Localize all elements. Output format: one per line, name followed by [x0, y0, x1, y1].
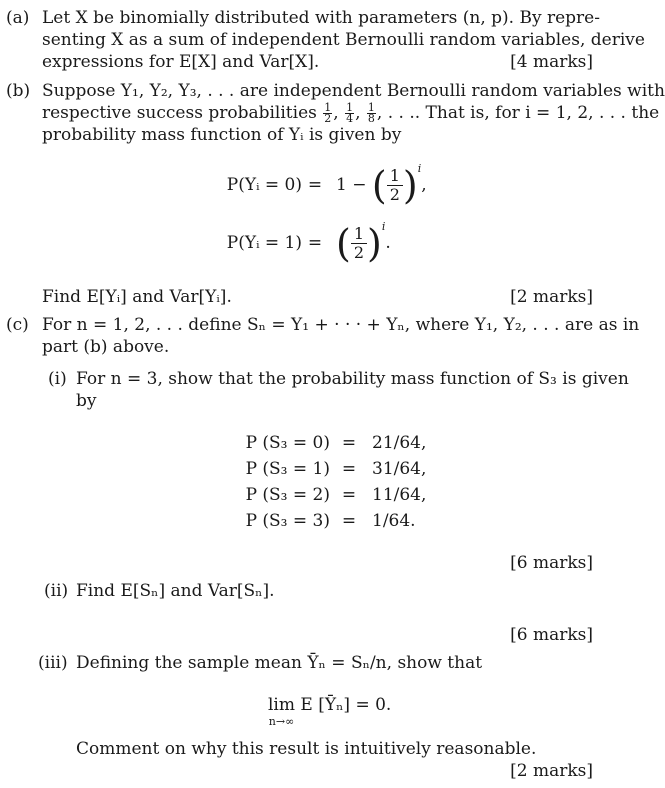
part-c-iii-marks: [2 marks]: [510, 761, 593, 781]
eq1-lhs: P(Yᵢ = 0): [226, 175, 302, 195]
pmf-lhs-2: P (S₃ = 2): [245, 485, 330, 505]
pmf-sign-1: =: [341, 459, 357, 479]
part-a-marks: [4 marks]: [510, 52, 593, 72]
part-b-marks: [2 marks]: [510, 287, 593, 307]
pmf-lhs-1: P (S₃ = 1): [245, 459, 330, 479]
part-a-line-1: Let X be binomially distributed with parameters (n, p). By repre-: [42, 8, 600, 28]
part-c-iii-label: (iii): [38, 653, 68, 673]
pmf-rhs-0: 21/64,: [372, 433, 427, 453]
part-b-line-2-pre: respective success probabilities: [42, 103, 317, 123]
pmf-rhs-2: 11/64,: [372, 485, 427, 505]
part-c-i-line-2: by: [76, 391, 97, 411]
pmf-lhs-3: P (S₃ = 3): [245, 511, 330, 531]
part-c-ii-label: (ii): [44, 581, 69, 601]
part-a-label: (a): [6, 8, 30, 28]
part-b-line-2-post: , . . .. That is, for i = 1, 2, . . . the: [376, 103, 660, 123]
part-c-i-marks: [6 marks]: [510, 553, 593, 573]
part-a-line-3: expressions for E[X] and Var[X].: [42, 52, 320, 72]
limit-expr: E [Ȳₙ] = 0.: [300, 695, 392, 715]
part-c-ii-marks: [6 marks]: [510, 625, 593, 645]
part-b-line-3: probability mass function of Yᵢ is given by: [42, 125, 402, 145]
part-b-line-2: respective success probabilities $\frac{1}{2}$ , $\frac{1}{4}$ , $\frac{1}{8}$ , . . .. That is, for i = 1, 2, . . . the: [42, 101, 660, 125]
pmf-lhs-0: P (S₃ = 0): [245, 433, 330, 453]
limit-expression: [268, 694, 391, 728]
eq2-half: $\frac{1}{2}$: [351, 225, 367, 262]
part-b-line-1: Suppose Y₁, Y₂, Y₃, . . . are independent Bernoulli random variables with: [42, 81, 665, 101]
part-c-i-label: (i): [48, 369, 67, 389]
eq2-lhs: P(Yᵢ = 1): [226, 233, 302, 253]
pmf-sign-0: =: [341, 433, 357, 453]
part-c-iii-comment: Comment on why this result is intuitively reasonable.: [76, 739, 537, 759]
part-c-label: (c): [6, 315, 29, 335]
pmf-rhs-1: 31/64,: [372, 459, 427, 479]
part-c-ii-text: Find E[Sₙ] and Var[Sₙ].: [76, 581, 275, 601]
eq1-rhs-pre: 1 −: [336, 175, 367, 195]
eq2-end: .: [385, 233, 391, 253]
prob-quarter: $\frac{1}{4}$: [346, 101, 354, 125]
prob-half: $\frac{1}{2}$: [324, 101, 332, 125]
eq1-half: $\frac{1}{2}$: [387, 167, 403, 204]
eq2-sign: =: [307, 233, 323, 253]
part-a-line-2: senting X as a sum of independent Bernoulli random variables, derive: [42, 30, 645, 50]
part-c-i-line-1: For n = 3, show that the probability mass function of S₃ is given: [76, 369, 629, 389]
limit-operator: lim n→∞: [268, 695, 295, 728]
eq1-rhs: 1 − ( $\frac{1}{2}$ )$^i$,: [336, 162, 427, 208]
eq2-exponent: i: [381, 220, 386, 233]
part-b-label: (b): [6, 81, 31, 101]
eq2-rhs: ( $\frac{1}{2}$ )$^i$.: [336, 220, 391, 266]
pmf-sign-2: =: [341, 485, 357, 505]
prob-eighth: $\frac{1}{8}$: [367, 101, 375, 125]
part-b-find: Find E[Yᵢ] and Var[Yᵢ].: [42, 287, 232, 307]
part-c-line-1: For n = 1, 2, . . . define Sₙ = Y₁ + · · · + Yₙ, where Y₁, Y₂, . . . are as in: [42, 315, 640, 335]
part-c-line-2: part (b) above.: [42, 337, 170, 357]
pmf-rhs-3: 1/64.: [372, 511, 416, 531]
pmf-sign-3: =: [341, 511, 357, 531]
eq1-exponent: i: [417, 162, 422, 175]
eq1-sign: =: [307, 175, 323, 195]
eq1-end: ,: [421, 175, 427, 195]
part-c-iii-text: Defining the sample mean Ȳₙ = Sₙ/n, show that: [76, 653, 483, 673]
